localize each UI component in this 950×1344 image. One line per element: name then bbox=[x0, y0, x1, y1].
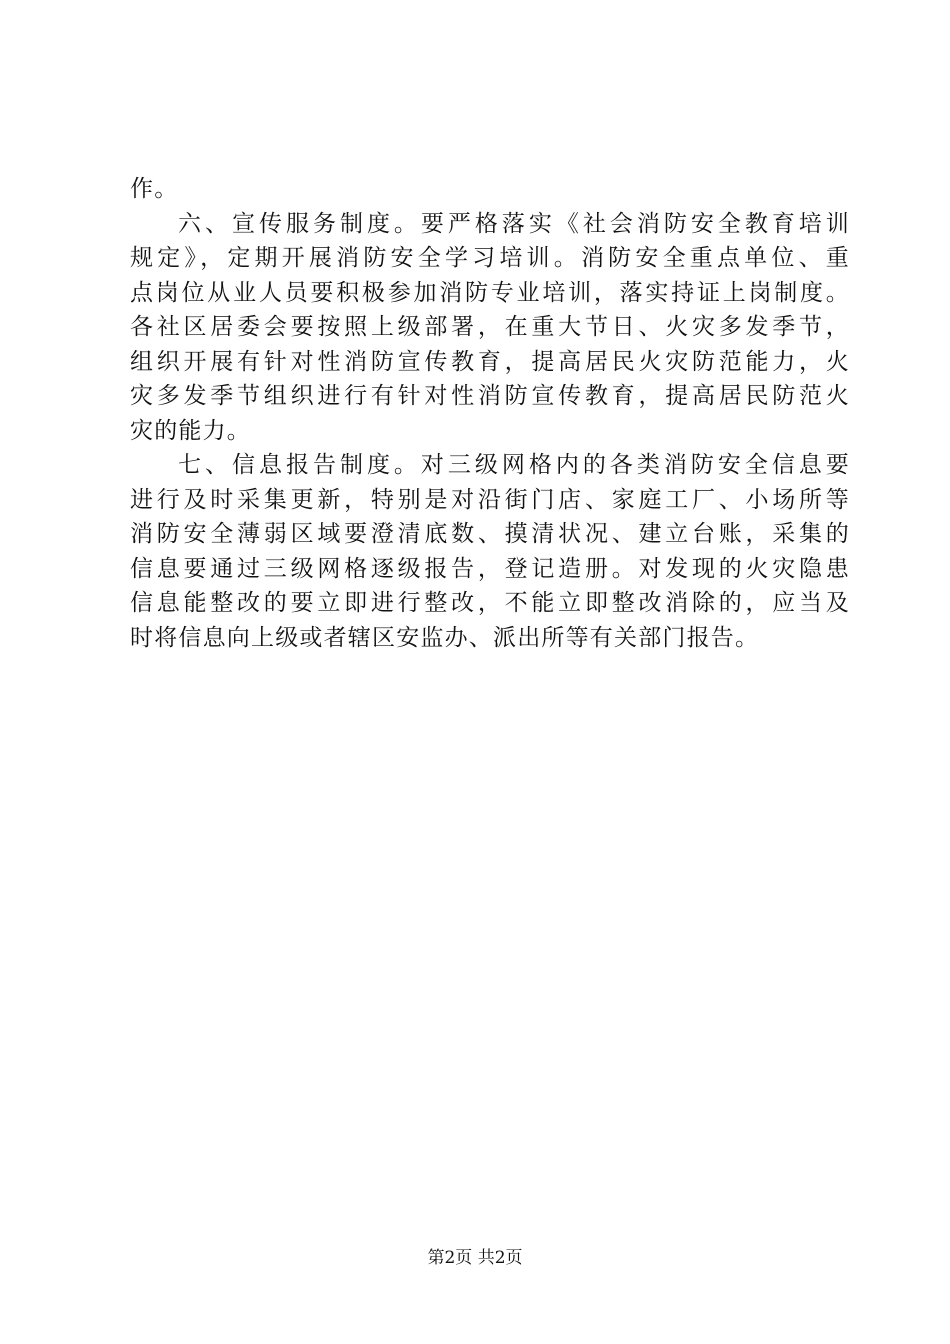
text-line: 消防安全薄弱区域要澄清底数、摸清状况、建立台账，采集的 bbox=[130, 521, 850, 547]
text-line: 各社区居委会要按照上级部署，在重大节日、火灾多发季节， bbox=[130, 314, 850, 340]
text-line: 信息要通过三级网格逐级报告，登记造册。对发现的火灾隐患 bbox=[130, 555, 850, 582]
text-line: 作。 bbox=[130, 176, 179, 202]
page-footer: 第2页 共2页 bbox=[427, 1248, 523, 1268]
text-line: 点岗位从业人员要积极参加消防专业培训，落实持证上岗制度。 bbox=[130, 279, 850, 306]
text-line: 时将信息向上级或者辖区安监办、派出所等有关部门报告。 bbox=[130, 624, 760, 651]
text-line: 进行及时采集更新，特别是对沿街门店、家庭工厂、小场所等 bbox=[130, 486, 850, 513]
text-line: 组织开展有针对性消防宣传教育，提高居民火灾防范能力，火 bbox=[130, 348, 850, 375]
text-line: 六、宣传服务制度。要严格落实《社会消防安全教育培训 bbox=[178, 210, 850, 237]
document-body bbox=[130, 172, 850, 655]
text-line: 灾多发季节组织进行有针对性消防宣传教育，提高居民防范火 bbox=[130, 383, 850, 409]
text-line: 七、信息报告制度。对三级网格内的各类消防安全信息要 bbox=[178, 452, 850, 478]
text-line: 信息能整改的要立即进行整改，不能立即整改消除的，应当及 bbox=[130, 590, 850, 616]
text-line: 灾的能力。 bbox=[130, 417, 251, 444]
text-line: 规定》，定期开展消防安全学习培训。消防安全重点单位、重 bbox=[130, 245, 850, 271]
